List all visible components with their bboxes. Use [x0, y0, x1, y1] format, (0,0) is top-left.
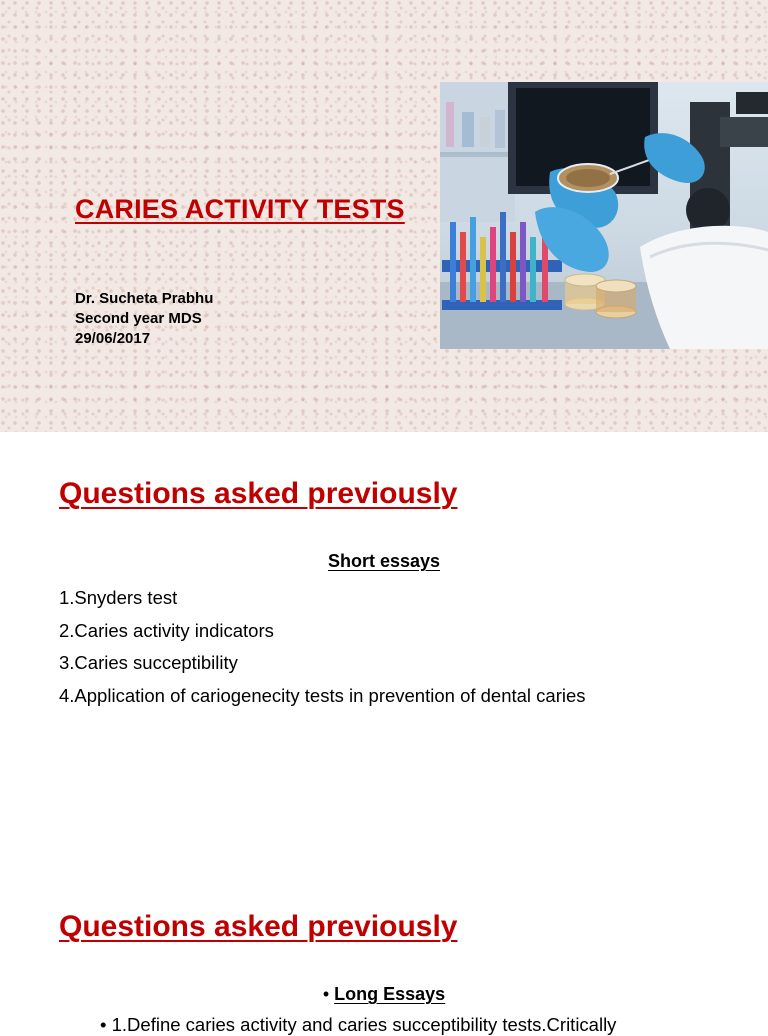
slide3-subheading-row: [0, 984, 768, 1005]
title-slide: [0, 0, 768, 432]
list-item: 4.Application of cariogenecity tests in prevention of dental caries: [59, 684, 586, 706]
slide3-heading: Questions asked previously: [59, 910, 458, 943]
presentation-date: 29/06/2017: [75, 330, 151, 347]
list-item: 1.Snyders test: [59, 587, 178, 608]
list-item: 3.Caries succeptibility: [59, 652, 238, 673]
slide2-subheading: Short essays: [327, 551, 441, 571]
author-name: Dr. Sucheta Prabhu: [75, 290, 214, 307]
slide2-heading: Questions asked previously: [59, 477, 458, 510]
lab-photo-illustration: [440, 82, 768, 349]
slide-title: CARIES ACTIVITY TESTS: [75, 194, 405, 224]
bullet: •: [322, 984, 330, 1004]
lab-photo: [440, 82, 768, 349]
slide3-subheading: Long Essays: [334, 984, 446, 1004]
author-degree: Second year MDS: [75, 310, 202, 327]
list-item: 2.Caries activity indicators: [59, 619, 274, 641]
partial-question-line: • 1.Define caries activity and caries succeptibility tests.Critically: [100, 1014, 617, 1035]
question-list: [59, 582, 586, 712]
author-block: [75, 289, 213, 349]
